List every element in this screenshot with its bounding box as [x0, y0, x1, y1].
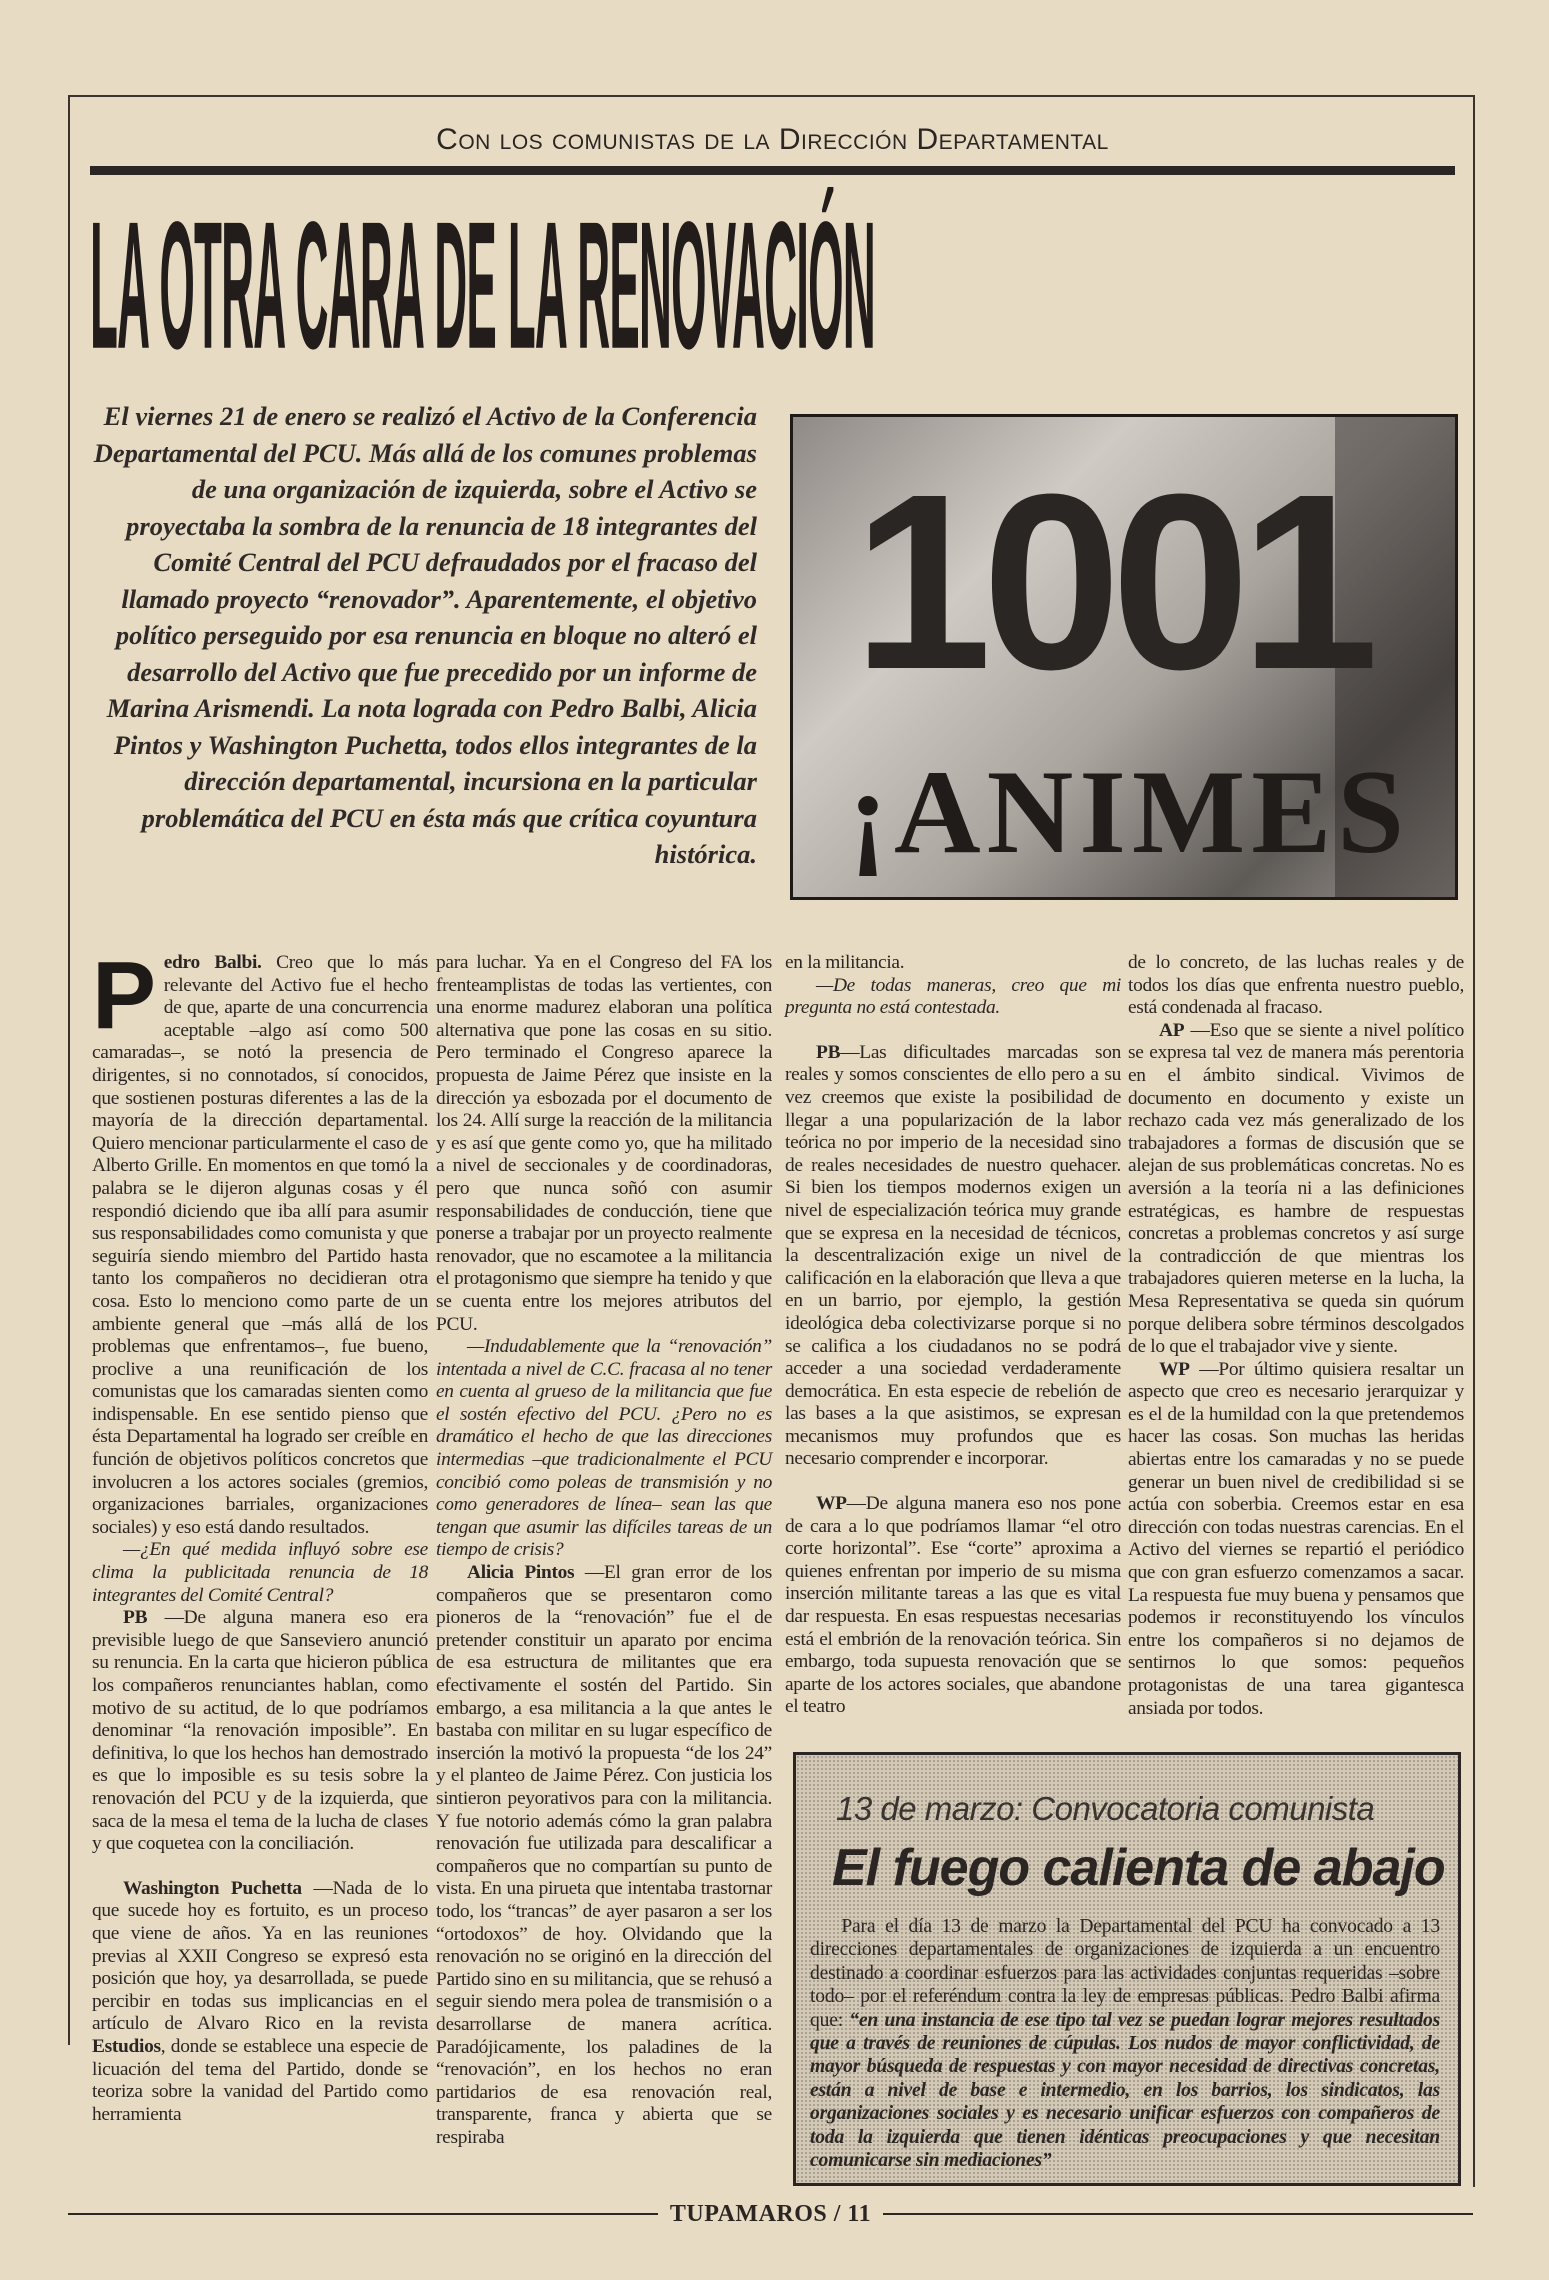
footer-rule-right [883, 2213, 1473, 2215]
poster-word: ¡ANIMES [848, 745, 1411, 878]
poster-photo [790, 414, 1458, 900]
interview-question: —¿En qué medida influyó sobre ese clima la publicitada renuncia de 18 integrantes del Comité Central? [92, 1539, 428, 1606]
box-body-text: Para el día 13 de marzo la Departamental del PCU ha convocado a 13 direcciones departamentales de organizaciones de izquierda a un encuentro destinado a coordinar esfuerzos para las actividades conjuntas requeridas –sobre todo– por el referéndum contra la ley de empresas públicas. Pedro Balbi afirma que: [810, 1916, 1440, 2031]
footer-rule-left [68, 2213, 658, 2215]
speaker-name: Alicia Pintos [467, 1562, 575, 1584]
speaker-name: edro Balbi. [163, 952, 262, 973]
paragraph-pintos [436, 1562, 772, 2149]
speaker-name: PB [816, 1041, 841, 1063]
paragraph-text: —Las dificultades marcadas son reales y somos conscientes de ello pero a su vez creemos que existe la posibilidad de llegar a una popularización de la labor teórica no por imperio de la necesidad sino de reales necesidades de nuestro quehacer. Si bien los tiempos modernos exigen un nivel de especialización teórica muy grande que se expresa en la necesidad de técnicos, la descentralización exige un nivel de calificación en la elaboración que lleva a que en un barrio, por ejemplo, la gestión ideológica deba colectivizarse porque si no se califica a los ciudadanos no se podrá acceder a una sociedad verdaderamente democrática. En esta especie de rebelión de las bases a la que asistimos, se expresan mecanismos muy profundos que es necesario comprender e incorporar. [785, 1041, 1121, 1470]
header-rule [90, 166, 1455, 175]
paragraph-text: —De alguna manera eso era previsible luego de que Sanseviero anunció su renuncia. En la carta que hicieron pública los compañeros renunciantes hablan, como motivo de su actitud, de lo que podríamos denominar “la renovación imposible”. En definitiva, lo que los hechos han demostrado es que lo imposible es su tesis sobre la renovación del PCU y de la izquierda, que saca de la mesa el tema de la lucha de clases y que coquetea con la conciliación. [92, 1607, 428, 1855]
article-column-3 [785, 952, 1121, 1719]
paragraph-wp [785, 1493, 1121, 1719]
footer-folio: TUPAMAROS / 11 [669, 2201, 872, 2227]
sidebar-box [793, 1752, 1461, 2186]
paragraph-text: —Nada de lo que sucede hoy es fortuito, es un proceso que viene de años. Ya en las reuniones previas al XXII Congreso se expresó esta posición que hoy, ya desarrollada, se puede percibir en todas sus implicancias en el artículo de Alvaro Rico en la revista [92, 1877, 428, 2035]
page-footer [68, 2200, 1473, 2230]
section-kicker: Con los comunistas de la Dirección Departamental [436, 123, 1109, 156]
poster-number: 1001 [853, 442, 1370, 721]
paragraph-continued: en la militancia. [785, 952, 905, 973]
article-column-2 [436, 952, 772, 2149]
drop-cap: P [92, 942, 156, 1049]
speaker-name: PB [123, 1607, 148, 1629]
magazine-name: Estudios [92, 2035, 161, 2057]
paragraph-ap [1128, 1020, 1464, 1359]
speaker-name: WP [1159, 1358, 1190, 1380]
paragraph-text: —De alguna manera eso nos pone de cara a lo que podríamos llamar “el otro corte horizontal”. Ese “corte” aproxima a quienes enfrentan por imperio de su misma inserción militante tareas a las que es vital dar respuesta. En esas respuestas necesarias está el embrión de la renovación teórica. Sin embargo, toda supuesta renovación que se aparte de los actores sociales, que abandone el teatro [785, 1493, 1121, 1718]
headline-text: LA OTRA CARA DE LA RENOVACIÓN [90, 184, 875, 388]
headline [90, 184, 1549, 388]
paragraph-puchetta [92, 1878, 428, 2127]
paragraph-pb [785, 1042, 1121, 1471]
paragraph-balbi [92, 942, 428, 1539]
paragraph-text: —Por último quisiera resaltar un aspecto que creo es necesario jerarquizar y es el de la humildad con la que pretendemos hacer las cosas. Son muchas las heridas abiertas entre los camaradas y no se puede generar un buen nivel de credibilidad si se actúa con soberbia. Creemos estar en esa dirección con todas nuestras carencias. En el Activo del viernes se repartió el periódico que con gran esfuerzo comenzamos a sacar. La respuesta fue muy buena y pensamos que podemos ir reconstituyendo los vínculos entre los compañeros si no dejamos de sentirnos lo que somos: pequeños protagonistas de una tarea gigantesca ansiada por todos. [1128, 1358, 1464, 1719]
paragraph-wp [1128, 1359, 1464, 1721]
box-title: El fuego calienta de abajo [832, 1839, 1445, 1897]
speaker-name: Washington Puchetta [123, 1877, 302, 1899]
paragraph-text: —El gran error de los compañeros que se presentaron como pioneros de la “renovación” fue el de pretender constituir un aparato por encima de esa estructura de militantes que era efectivamente el sostén del Partido. Sin embargo, a esa militancia a la que antes le bastaba con militar en su lugar específico de inserción la motivó la propuesta “de los 24” y el planteo de Jaime Pérez. Con justicia los sintieron peyorativos para con la militancia. Y fue notorio además cómo la gran palabra renovación fue utilizada para descalificar a compañeros que no compartían su punto de vista. En una pirueta que intentaba trastornar todo, los “trancas” de ayer pasaron a ser los “ortodoxos” de hoy. Olvidando que la renovación no se originó en la dirección del Partido sino en su militancia, que se rehusó a seguir siendo mera polea de transmisión o a desarrollarse de manera acrítica. Paradójicamente, los paladines de la “renovación”, en los hechos no eran partidarios de esa renovación real, transparente, franca y abierta que se respiraba [436, 1562, 772, 2148]
interview-question: —De todas maneras, creo que mi pregunta no está contestada. [785, 974, 1121, 1019]
speaker-name: WP [816, 1493, 847, 1515]
paragraph-continued: de lo concreto, de las luchas reales y de todos los días que enfrenta nuestro pueblo, está condenada al fracaso. [1128, 952, 1464, 1019]
article-column-4 [1128, 952, 1464, 1720]
box-quote: “en una instancia de ese tipo tal vez se puedan lograr mejores resultados que a través de reuniones de cúpulas. Los nudos de mayor conflictividad, de mayor búsqueda de respuestas y con mayor necesidad de directivas concretas, están a nivel de base e intermedio, en los barrios, los sindicatos, las organizaciones sociales y es necesario unificar esfuerzos con compañeros de toda la izquierda que tienen idénticas preocupaciones y que necesitan comunicarse sin mediaciones” [810, 2009, 1440, 2172]
page-frame-left [68, 95, 70, 2045]
paragraph-pb [92, 1607, 428, 1856]
paragraph-continued: para luchar. Ya en el Congreso del FA los frenteamplistas de todas las vertientes, con una enorme madurez elaboran una política alternativa que pone las cosas en su sitio. Pero terminado el Congreso aparece la propuesta de Jaime Pérez que insiste en la dirección ya esbozada por el documento de los 24. Allí surge la reacción de la militancia y es así que gente como yo, que ha militado a nivel de seccionales y de coordinadoras, pero que nunca soñó con asumir responsabilidades de conducción, tiene que ponerse a trabajar por un proyecto realmente renovador, que no escamotee a la militancia el protagonismo que siempre ha tenido y que se cuenta entre los mejores atributos del PCU. [436, 952, 772, 1335]
box-body [810, 1915, 1440, 2172]
speaker-name: AP [1159, 1019, 1185, 1041]
intro-standfirst: El viernes 21 de enero se realizó el Activo de la Conferencia Departamental del PCU. Más allá de los comunes problemas de una organización de izquierda, sobre el Activo se proyectaba la sombra de la renuncia de 18 integrantes del Comité Central del PCU defraudados por el fracaso del llamado proyecto “renovador”. Aparentemente, el objetivo político perseguido por esa renuncia en bloque no alteró el desarrollo del Activo que fue precedido por un informe de Marina Arismendi. La nota lograda con Pedro Balbi, Alicia Pintos y Washington Puchetta, todos ellos integrantes de la dirección departamental, incursiona en la particular problemática del PCU en ésta más que crítica coyuntura histórica. [93, 401, 757, 869]
article-column-1 [92, 942, 428, 2126]
box-kicker: 13 de marzo: Convocatoria comunista [836, 1790, 1375, 1827]
paragraph-text: , donde se establece una especie de licuación del tema del Partido, donde se teoriza sobre la vanidad del Partido como herramienta [92, 2035, 428, 2125]
interview-question: —Indudablemente que la “renovación” intentada a nivel de C.C. fracasa al no tener en cuenta al grueso de la militancia que fue el sostén efectivo del PCU. ¿Pero no es dramático el hecho de que las direcciones intermedias –que tradicionalmente el PCU concibió como poleas de transmisión y no como generadores de línea– sean las que tengan que asumir las difíciles tareas de un tiempo de crisis? [436, 1336, 772, 1561]
paragraph-text: Creo que lo más relevante del Activo fue el hecho de que, aparte de una concurrencia aceptable –algo así como 500 camaradas–, se notó la presencia de dirigentes, si no connotados, sí conocidos, que sostienen posturas diferentes a las de la mayoría de la dirección departamental. Quiero mencionar particularmente el caso de Alberto Grille. En momentos en que tomó la palabra se le dijeron algunas cosas y él respondió diciendo que iba allí para asumir sus responsabilidades como comunista y que seguiría siendo miembro del Partido hasta tanto los compañeros no decidieran otra cosa. Esto lo menciono como parte de un ambiente general que –más allá de los problemas que enfrentamos–, fue bueno, proclive a una reunificación de los comunistas que los camaradas sienten como indispensable. En ese sentido pienso que ésta Departamental ha logrado ser creíble en función de objetivos políticos concretos que involucren a los actores sociales (gremios, organizaciones barriales, organizaciones sociales) y eso está dando resultados. [92, 952, 428, 1538]
paragraph-text: —Eso que se siente a nivel político se expresa tal vez de manera más perentoria en el ámbito sindical. Vivimos de documento en documento y existe un rechazo cada vez más generalizado de los trabajadores a formas de discusión que se alejan de sus problemáticas concretas. No es aversión a la teoría ni a las definiciones estratégicas, es hambre de respuestas concretas a problemas concretos y así surge la contradicción de que mientras los trabajadores quieren meterse en la lucha, la Mesa Representativa se queda sin quórum porque delibera sobre términos descolgados de lo que el trabajador vive y siente. [1128, 1019, 1464, 1358]
